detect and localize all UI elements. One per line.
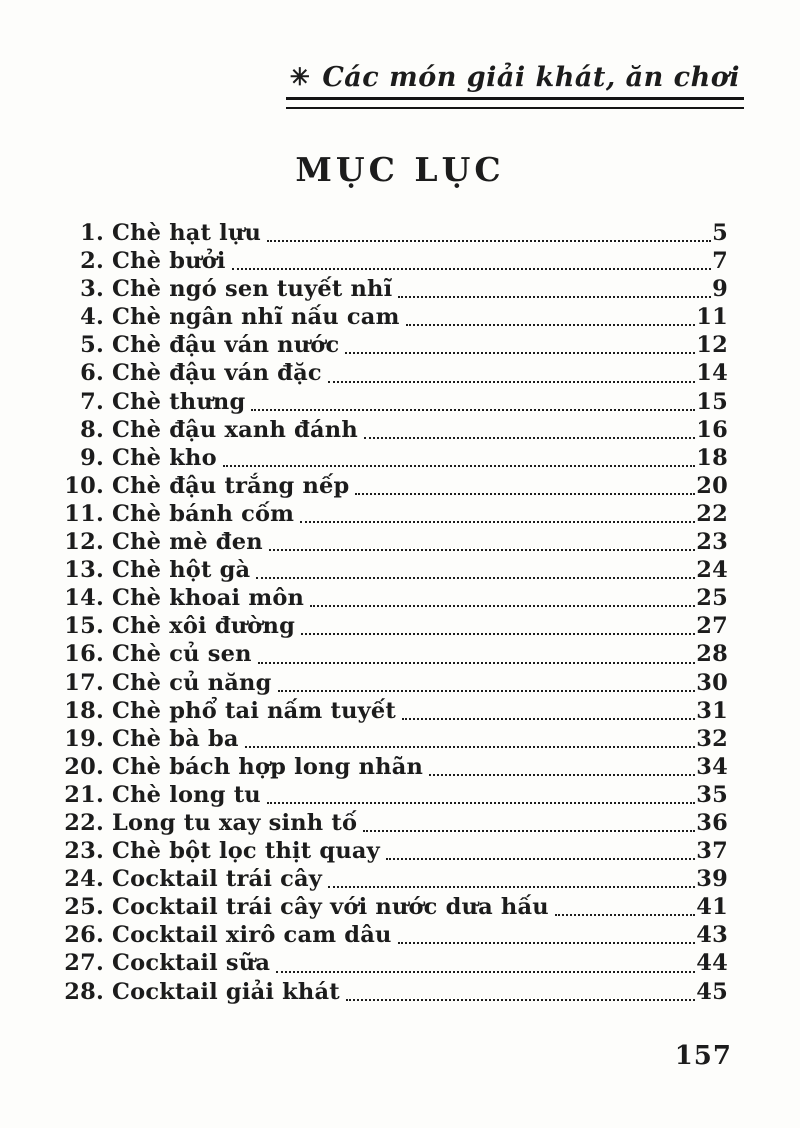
toc-entry-page: 39 <box>696 866 728 893</box>
toc-entry-title: Cocktail trái cây với nước dưa hấu <box>112 894 549 921</box>
toc-entry-page: 16 <box>696 416 728 443</box>
toc-entry <box>62 894 728 922</box>
toc-entry-number: 5. <box>80 332 104 359</box>
dot-leader <box>406 304 696 326</box>
toc-entry-page: 36 <box>696 809 728 836</box>
toc-entry-number: 13. <box>64 557 104 584</box>
dot-leader <box>310 585 695 607</box>
asterisk-icon: ✳ <box>289 62 311 91</box>
toc-entry <box>62 304 728 332</box>
toc-entry <box>62 501 728 529</box>
dot-leader <box>328 866 695 888</box>
toc-entry <box>62 670 728 698</box>
toc-entry-title: Chè đậu xanh đánh <box>112 416 358 443</box>
toc-entry-page: 35 <box>696 781 728 808</box>
toc-entry <box>62 641 728 669</box>
dot-leader <box>267 782 695 804</box>
toc-entry-title: Chè khoai môn <box>112 585 305 612</box>
toc-entry-number: 15. <box>64 613 104 640</box>
toc-entry-number: 8. <box>80 416 104 443</box>
toc-entry <box>62 922 728 950</box>
toc-entry <box>62 950 728 978</box>
toc-entry-title: Chè mè đen <box>112 529 263 556</box>
toc-entry <box>62 417 728 445</box>
toc-entry-number: 19. <box>64 725 104 752</box>
dot-leader <box>429 754 695 776</box>
toc-entry-number: 20. <box>64 753 104 780</box>
toc-entry <box>62 220 728 248</box>
toc-entry-page: 5 <box>712 220 728 246</box>
toc-entry-page: 22 <box>696 500 728 527</box>
toc-entry-page: 15 <box>696 388 728 415</box>
toc-entry <box>62 585 728 613</box>
toc-entry-page: 32 <box>696 725 728 752</box>
toc-list <box>62 220 728 1007</box>
toc-entry-title: Chè phổ tai nấm tuyết <box>112 697 397 724</box>
toc-entry-number: 23. <box>64 838 104 865</box>
toc-entry-page: 34 <box>696 753 728 780</box>
toc-entry-number: 28. <box>64 978 104 1005</box>
toc-entry-page: 27 <box>696 613 728 640</box>
toc-entry-page: 25 <box>696 585 728 612</box>
toc-entry <box>62 613 728 641</box>
toc-entry <box>62 782 728 810</box>
dot-leader <box>300 501 695 523</box>
toc-entry-title: Cocktail trái cây <box>112 866 323 893</box>
toc-entry-page: 23 <box>696 529 728 556</box>
toc-entry-number: 18. <box>64 697 104 724</box>
toc-entry-number: 26. <box>64 922 104 949</box>
toc-entry-number: 14. <box>64 585 104 612</box>
toc-entry-number: 21. <box>64 781 104 808</box>
toc-entry-title: Chè thưng <box>112 388 246 415</box>
toc-entry-title: Chè đậu trắng nếp <box>112 472 350 499</box>
dot-leader <box>355 473 695 495</box>
toc-entry-number: 7. <box>80 388 104 415</box>
toc-entry-page: 43 <box>696 922 728 949</box>
toc-entry-title: Chè hạt lựu <box>112 220 262 246</box>
toc-entry-number: 25. <box>64 894 104 921</box>
toc-entry-page: 11 <box>696 304 728 331</box>
toc-entry <box>62 810 728 838</box>
dot-leader <box>398 922 696 944</box>
dot-leader <box>301 613 695 635</box>
toc-entry-title: Chè củ sen <box>112 641 252 668</box>
toc-entry-page: 9 <box>712 276 728 303</box>
toc-entry <box>62 360 728 388</box>
folio-page-number: 157 <box>674 1041 732 1071</box>
dot-leader <box>278 670 696 692</box>
running-head <box>286 62 744 109</box>
toc-entry <box>62 754 728 782</box>
dot-leader <box>363 810 695 832</box>
toc-entry-page: 24 <box>696 557 728 584</box>
toc-entry <box>62 979 728 1007</box>
toc-entry <box>62 248 728 276</box>
dot-leader <box>364 417 695 439</box>
toc-entry <box>62 473 728 501</box>
toc-entry-title: Chè hột gà <box>112 557 251 584</box>
toc-entry-number: 24. <box>64 866 104 893</box>
toc-entry-page: 31 <box>696 697 728 724</box>
toc-entry-title: Chè đậu ván đặc <box>112 360 322 387</box>
dot-leader <box>258 641 696 663</box>
toc-entry-page: 37 <box>696 838 728 865</box>
running-head-title: Các món giải khát, ăn chơi <box>322 62 740 93</box>
toc-entry <box>62 529 728 557</box>
dot-leader <box>386 838 695 860</box>
toc-entry-title: Chè ngó sen tuyết nhĩ <box>112 276 393 303</box>
toc-entry-number: 12. <box>64 529 104 556</box>
dot-leader <box>223 445 696 467</box>
dot-leader <box>345 332 695 354</box>
toc-entry-title: Chè bách hợp long nhãn <box>112 753 424 780</box>
dot-leader <box>251 389 695 411</box>
toc-entry-title: Chè bưởi <box>112 248 226 275</box>
toc-entry-title: Chè xôi đường <box>112 613 296 640</box>
toc-entry-page: 30 <box>696 669 728 696</box>
toc-entry-number: 10. <box>64 472 104 499</box>
toc-entry-number: 3. <box>80 276 104 303</box>
toc-entry-page: 41 <box>696 894 728 921</box>
toc-entry-title: Chè đậu ván nước <box>112 332 340 359</box>
toc-entry <box>62 276 728 304</box>
toc-entry-title: Chè ngân nhĩ nấu cam <box>112 304 400 331</box>
toc-entry-number: 6. <box>80 360 104 387</box>
dot-leader <box>346 979 695 1001</box>
toc-entry-title: Chè long tu <box>112 781 261 808</box>
toc-entry-page: 12 <box>696 332 728 359</box>
toc-entry-title: Chè kho <box>112 444 217 471</box>
toc-entry-number: 4. <box>80 304 104 331</box>
toc-entry-title: Chè củ năng <box>112 669 272 696</box>
toc-entry <box>62 445 728 473</box>
toc-entry-page: 7 <box>712 248 728 275</box>
toc-entry <box>62 698 728 726</box>
dot-leader <box>328 360 696 382</box>
toc-entry-page: 14 <box>696 360 728 387</box>
toc-entry <box>62 838 728 866</box>
dot-leader <box>555 894 695 916</box>
toc-entry-number: 27. <box>64 950 104 977</box>
toc-entry-title: Chè bà ba <box>112 725 239 752</box>
toc-entry-number: 2. <box>80 248 104 275</box>
dot-leader <box>256 557 695 579</box>
toc-entry <box>62 389 728 417</box>
toc-entry-title: Cocktail xirô cam dâu <box>112 922 392 949</box>
dot-leader <box>269 529 696 551</box>
toc-entry-number: 9. <box>80 444 104 471</box>
toc-entry-number: 16. <box>64 641 104 668</box>
toc-entry <box>62 557 728 585</box>
toc-entry-title: Cocktail giải khát <box>112 978 340 1005</box>
dot-leader <box>398 276 711 298</box>
toc-entry-page: 18 <box>696 444 728 471</box>
dot-leader <box>245 726 696 748</box>
toc-entry-page: 28 <box>696 641 728 668</box>
running-head-text <box>286 62 744 93</box>
toc-entry-title: Chè bột lọc thịt quay <box>112 838 380 865</box>
toc-entry <box>62 726 728 754</box>
dot-leader <box>402 698 695 720</box>
dot-leader <box>267 220 711 242</box>
toc-entry-number: 17. <box>64 669 104 696</box>
toc-entry-page: 20 <box>696 472 728 499</box>
toc-entry-page: 45 <box>696 978 728 1005</box>
toc-entry <box>62 866 728 894</box>
toc-entry-title: Chè bánh cốm <box>112 500 295 527</box>
dot-leader <box>232 248 711 270</box>
dot-leader <box>276 950 695 972</box>
toc-entry-page: 44 <box>696 950 728 977</box>
toc-entry-title: Cocktail sữa <box>112 950 271 977</box>
double-rule <box>286 97 744 109</box>
toc-entry-number: 11. <box>64 500 104 527</box>
toc-entry-number: 22. <box>64 809 104 836</box>
toc-entry-number: 1. <box>80 220 104 246</box>
toc-entry <box>62 332 728 360</box>
toc-entry-title: Long tu xay sinh tố <box>112 809 358 836</box>
page-title: MỤC LỤC <box>295 150 505 189</box>
